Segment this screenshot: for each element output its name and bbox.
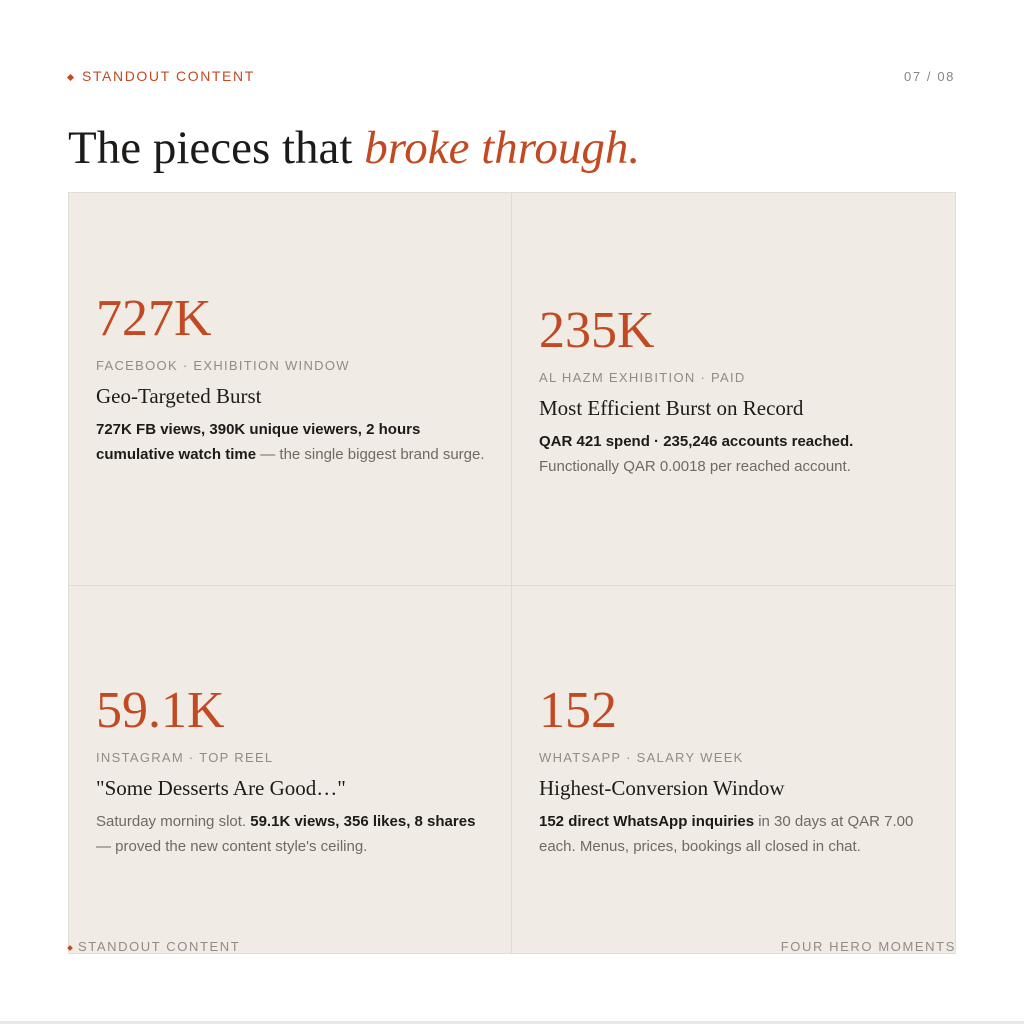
hero-card-body-strong: 152 direct WhatsApp inquiries (539, 813, 755, 830)
footer-caption: FOUR HERO MOMENTS (780, 939, 956, 954)
page-title (68, 120, 640, 176)
hero-card-stat: 152 (539, 682, 617, 739)
hero-card-body-strong: QAR 421 spend · 235,246 accounts reached. (539, 433, 854, 450)
hero-card-meta: WHATSAPP · SALARY WEEK (539, 750, 744, 765)
hero-card-whatsapp (539, 683, 929, 859)
grid-divider-vertical (511, 193, 512, 953)
hero-card-body-lead: Saturday morning slot. (96, 813, 251, 830)
diamond-icon (67, 945, 73, 951)
hero-card-meta: AL HAZM EXHIBITION · PAID (539, 370, 746, 385)
hero-card-body-rest: Functionally QAR 0.0018 per reached account. (539, 457, 851, 475)
hero-card-instagram (96, 683, 486, 859)
hero-moments-grid (68, 192, 956, 954)
hero-card-title: "Some Desserts Are Good…" (96, 776, 346, 800)
section-kicker-label: STANDOUT CONTENT (82, 68, 255, 84)
hero-card-body (96, 418, 486, 467)
hero-card-body (539, 430, 929, 479)
footer-section-label (68, 939, 240, 954)
hero-card-al-hazm (539, 303, 929, 479)
hero-card-body (539, 810, 929, 859)
hero-card-title: Highest-Conversion Window (539, 776, 785, 800)
hero-card-stat: 235K (539, 302, 655, 359)
hero-card-body-rest: — the single biggest brand surge. (256, 445, 485, 463)
page-number: 07 / 08 (904, 69, 955, 84)
diamond-icon (67, 73, 74, 80)
hero-card-body-rest: — proved the new content style's ceiling. (96, 837, 368, 855)
hero-card-meta: INSTAGRAM · TOP REEL (96, 750, 274, 765)
hero-card-body-strong: 59.1K views, 356 likes, 8 shares (250, 813, 476, 830)
hero-card-facebook (96, 291, 486, 467)
hero-card-meta: FACEBOOK · EXHIBITION WINDOW (96, 358, 350, 373)
hero-card-title: Most Efficient Burst on Record (539, 396, 804, 420)
grid-divider-horizontal (69, 585, 955, 586)
hero-card-body (96, 810, 486, 859)
section-kicker (68, 68, 255, 84)
hero-card-title: Geo-Targeted Burst (96, 384, 262, 408)
footer-section-label-text: STANDOUT CONTENT (78, 939, 241, 954)
hero-card-stat: 727K (96, 290, 212, 347)
hero-card-body-rest: in 30 days at QAR 7.00 each. Menus, prices, bookings all closed in chat. (539, 813, 914, 855)
page-title-plain: The pieces that (68, 122, 365, 174)
page-title-accent: broke through. (364, 122, 641, 174)
hero-card-stat: 59.1K (96, 682, 225, 739)
hero-card-body-strong: 727K FB views, 390K unique viewers, 2 hours cumulative watch time (96, 421, 421, 463)
